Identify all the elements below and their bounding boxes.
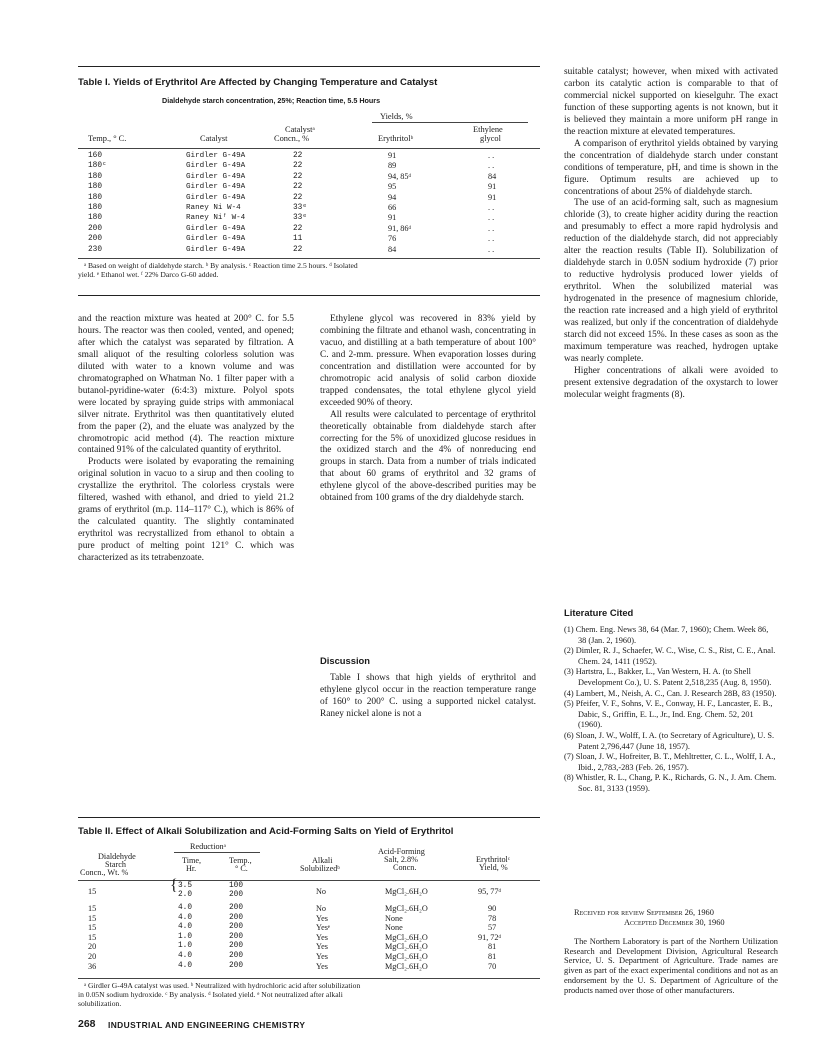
table2-cell: Yesᵉ: [316, 923, 331, 933]
table2-cell: 20: [88, 942, 97, 952]
table2-cell: 1.0: [178, 932, 193, 941]
table1-h-ethylene1: Ethylene: [473, 125, 503, 134]
table1-top-rule: [78, 66, 540, 67]
table2-cell: 200: [229, 932, 244, 941]
table1-cell: 180ᶜ: [88, 162, 107, 171]
reference-item: (5) Pfeifer, V. F., Sohns, V. E., Conway, H. F., Lancaster, E. B., Dabic, S., Griffin, E. L., Jr., Ind. Eng. Chem. 52, 201 (1960).: [564, 699, 773, 730]
t2-r0-conc: 15: [88, 887, 97, 896]
table2-cell: 91, 72ᵈ: [478, 932, 502, 942]
reference-item: (6) Sloan, J. W., Wolff, I. A. (to Secretary of Agriculture), U. S. Patent 2,796,447 (June 18, 1957).: [564, 730, 775, 751]
table1-h-catalyst: Catalyst: [200, 134, 228, 143]
column-3: [564, 67, 778, 402]
table1-row: [88, 203, 540, 213]
table2-cell: 78: [488, 913, 497, 923]
table1-cell: Girdler G-49A: [186, 152, 246, 160]
table1-cell: Girdler G-49A: [186, 183, 246, 192]
table2-cell: MgCl₂.6H₂O: [385, 904, 428, 913]
col3-paragraph-2: A comparison of erythritol yields obtained by varying the concentration of dialdehyde starch under constant conditions of temperature, pH, and time is shown in the figure. Optimum results are achieved up to concentrations of about 25% of dialdehyde starch.: [564, 138, 778, 197]
table1-cell: 91: [388, 213, 397, 223]
table2-row: [78, 914, 540, 924]
table1-cell: . .: [488, 161, 495, 171]
table2-cell: None: [385, 923, 403, 933]
col3-paragraph-4: Higher concentrations of alkali were avoided to present extensive degradation of the oxystarch to lower molecular weight fragments (8).: [564, 365, 778, 400]
table2-h-diald3: Concn., Wt. %: [80, 868, 129, 877]
table2-footnote-1: ᵃ Girdler G-49A catalyst was used. ᵇ Neutralized with hydrochloric acid after solubilization: [84, 981, 361, 990]
table1-subtitle: Dialdehyde starch concentration, 25%; Reaction time, 5.5 Hours: [162, 96, 381, 105]
table2-bottom-rule: [78, 978, 540, 979]
table2-cell: 15: [88, 913, 97, 923]
table2-cell: 90: [488, 904, 497, 913]
table1-row: [88, 182, 540, 192]
table1-cell: 22: [293, 162, 303, 171]
table2-h-alkali2: Solubilizedᵇ: [300, 864, 340, 873]
table1-row: [88, 213, 540, 223]
table1-cell: 22: [293, 245, 303, 254]
table2-h-salt1: Acid-Forming: [378, 847, 425, 856]
references-list: [564, 625, 778, 795]
table2-cell: 200: [229, 961, 244, 970]
table1-cell: Girdler G-49A: [186, 245, 246, 254]
table2-header: [78, 843, 540, 877]
table2-cell: 200: [229, 923, 244, 932]
table2-cell: No: [316, 904, 327, 913]
t2-r0-salt: MgCl₂.6H₂O: [385, 887, 428, 896]
column-1: [78, 314, 294, 565]
table2-cell: 4.0: [178, 951, 193, 960]
table1-yields-header: Yields, %: [380, 112, 413, 121]
table2-row: [78, 904, 540, 914]
table1-cell: 22: [293, 152, 303, 160]
table2-cell: MgCl₂.6H₂O: [385, 932, 428, 942]
table2-cell: 200: [229, 913, 244, 922]
table1-cell: 33ᵉ: [293, 214, 308, 223]
table1-yields-rule: [372, 122, 528, 123]
table1-cell: Raney Ni W-4: [186, 203, 241, 212]
table1-cell: 91, 86ᵈ: [388, 223, 412, 233]
table2-top-rule: [78, 817, 540, 818]
page-number: 268: [78, 1018, 96, 1030]
table1-h-catconc1: Catalystᵃ: [285, 125, 315, 134]
reference-item: (4) Lambert, M., Neish, A. C., Can. J. Research 28B, 83 (1950).: [564, 688, 777, 698]
table1-cell: 180: [88, 183, 103, 192]
table2-cell: 57: [488, 923, 497, 933]
t2-r0-temp-a: 100: [229, 882, 244, 890]
table2-cell: 4.0: [178, 923, 193, 932]
table1-cell: 160: [88, 152, 103, 160]
table2-h-reduction: Reductionᵃ: [190, 842, 226, 851]
table2-footnote-3: solubilization.: [78, 999, 122, 1008]
table1-footnote-2: yield. ᵉ Ethanol wet. ᶠ 22% Darco G-60 added.: [78, 270, 219, 279]
col3-paragraph-1: suitable catalyst; however, when mixed with activated carbon its catalytic action is comparable to that of commercial nickel supported on kieselguhr. The exact function of these supporting agents is not known, but it is believed they maintain a more uniform pH range in the reaction mixture at elevated temperatures.: [564, 67, 778, 137]
table1-header: [88, 124, 540, 146]
table2-cell: 20: [88, 951, 97, 961]
discussion-text-block: [320, 673, 536, 721]
table1-footnote-1: ᵃ Based on weight of dialdehyde starch. ᵇ By analysis. ᶜ Reaction time 2.5 hours. ᵈ Isolated: [84, 261, 358, 270]
journal-name: INDUSTRIAL AND ENGINEERING CHEMISTRY: [108, 1020, 306, 1030]
t2-r0-time-a: 3.5: [178, 882, 193, 890]
accepted-date: Accepted December 30, 1960: [624, 918, 725, 927]
table2-cell: Yes: [316, 951, 328, 961]
table1-cell: 22: [293, 193, 303, 202]
t2-r0-time-b: 2.0: [178, 891, 193, 899]
table2-cell: 15: [88, 932, 97, 942]
table2-h-ery2: Yield, %: [479, 863, 508, 872]
table1-cell: 91: [488, 182, 497, 192]
table1-cell: 84: [388, 244, 397, 254]
table2-header-rule: [78, 880, 540, 881]
table2-cell: None: [385, 913, 403, 923]
table2-row-braced: [78, 877, 540, 904]
table1-row: [88, 161, 540, 171]
table1-cell: 180: [88, 214, 103, 223]
table2-footnote-2: in 0.05N sodium hydroxide. ᶜ By analysis. ᵈ Isolated yield. ᵉ Not neutralized after alkali: [78, 990, 343, 999]
col2-paragraph-2: All results were calculated to percentage of erythritol theoretically obtainable from dialdehyde starch after correcting for the 5% of unoxidized glucose residues in the oxidized starch and the 4% of nonreducing end groups in starch. Data from a number of trials indicated that about 60 grams of erythritol and 32 grams of ethylene glycol of the above-described purities may be obtained from 100 grams of the dry dialdehyde starch.: [320, 409, 536, 504]
table2-h-salt3: Concn.: [393, 863, 417, 872]
table2-cell: 81: [488, 951, 497, 961]
table2-title: Table II. Effect of Alkali Solubilization and Acid-Forming Salts on Yield of Erythritol: [78, 826, 454, 837]
table1-row: [88, 234, 540, 244]
table2-cell: 81: [488, 942, 497, 952]
table2-reduction-rule: [174, 852, 260, 853]
table2-h-time1: Time,: [182, 856, 202, 865]
table2-cell: 200: [229, 951, 244, 960]
table1-header-rule: [78, 148, 540, 149]
table2-cell: 36: [88, 961, 97, 971]
table2-row: [78, 923, 540, 933]
column-2: [320, 314, 536, 505]
col2-paragraph-1: Ethylene glycol was recovered in 83% yield by combining the filtrate and ethanol wash, concentrating in vacuo, and distilling at a bath temperature of about 100° C. and 2-mm. pressure. When evaporation losses during concentration and distillation were accounted for by chromotropic acid analysis of solid carbon dioxide trapped condensates, the total ethylene glycol yield exceeded 90% of theory.: [320, 314, 536, 408]
table1-cell: 94, 85ᵈ: [388, 171, 412, 181]
table2-body: [78, 904, 540, 971]
table1-cell: 22: [293, 224, 303, 233]
discussion-heading: Discussion: [320, 655, 371, 666]
reference-item: (2) Dimler, R. J., Schaefer, W. C., Wise, C. S., Rist, C. E., Anal. Chem. 24, 1411 (1952).: [564, 646, 776, 666]
table1-row: [88, 172, 540, 182]
table1-cell: 230: [88, 245, 103, 254]
table1-cell: . .: [488, 234, 495, 244]
table1-body: [88, 151, 540, 255]
table2-h-temp1: Temp.,: [229, 856, 252, 865]
table1-cell: 22: [293, 183, 303, 192]
table1-cell: . .: [488, 223, 495, 233]
table1-h-ethylene2: glycol: [480, 134, 501, 143]
table2-cell: Yes: [316, 942, 328, 952]
table2-cell: 4.0: [178, 904, 193, 912]
table2-h-alkali1: Alkali: [312, 856, 333, 865]
table1-cell: 66: [388, 202, 397, 212]
table2-cell: 4.0: [178, 961, 193, 970]
discussion-text: Table I shows that high yields of erythritol and ethylene glycol occur in the reaction temperature range of 160° to 200° C. using a supported nickel catalyst. Raney nickel alone is not a: [320, 673, 536, 719]
table2-h-ery1: Erythritolᶜ: [476, 855, 510, 864]
t2-r0-brace: {: [170, 877, 178, 894]
table2-cell: 4.0: [178, 913, 193, 922]
table2-h-salt2: Salt, 2.8%: [384, 855, 418, 864]
reference-item: (8) Whistler, R. L., Chang, P. K., Richards, G. N., J. Am. Chem. Soc. 81, 3133 (1959).: [564, 773, 777, 793]
received-date: Received for review September 26, 1960: [574, 908, 714, 917]
lab-note: The Northern Laboratory is part of the Northern Utilization Research and Development Division, Agricultural Research Service, U. S. Department of Agriculture. Trade names are given as part of the exact experimental conditions and not as an endorsement by the U. S. Department of Agriculture of the products named over those of other manufacturers.: [564, 937, 778, 995]
t2-r0-alkali: No: [316, 887, 327, 896]
table1-cell: . .: [488, 213, 495, 223]
table2-cell: MgCl₂.6H₂O: [385, 961, 428, 971]
table1-cell: 84: [488, 171, 497, 181]
table1-h-temp: Temp., ° C.: [88, 134, 127, 143]
reference-item: (1) Chem. Eng. News 38, 64 (Mar. 7, 1960); Chem. Week 86, 38 (Jan. 2, 1960).: [564, 625, 769, 645]
col3-paragraph-3: The use of an acid-forming salt, such as magnesium chloride (3), to create higher acidity during the reaction and presumably to effect a more rapid hydrolysis and reduction of the dialdehyde starch, did not appreciably alter the reaction results (Table II). Solubilization of dialdehyde starch in 0.05N sodium hydroxide (7) prior to reductive hydrolysis produced lower yields of erythritol. When the solubilized material was hydrogenated in the presence of magnesium chloride, the reaction rate increased and a high yield of erythritol was realized, but only if the concentration of dialdehyde starch did not exceed 15%. In these cases as soon as the maximum temperature was reached, hydrogen uptake was nearly complete.: [564, 198, 778, 364]
table2-cell: MgCl₂.6H₂O: [385, 951, 428, 961]
t2-r0-yield: 95, 77ᵈ: [478, 887, 502, 896]
table1-cell: 200: [88, 235, 103, 244]
table2-cell: Yes: [316, 932, 328, 942]
table1-cell: 11: [293, 235, 303, 244]
table1-h-erythritol: Erythritolᵇ: [378, 134, 414, 143]
table1-h-catconc2: Concn., %: [274, 134, 310, 143]
table1-cell: Girdler G-49A: [186, 172, 246, 181]
table1-cell: . .: [488, 202, 495, 212]
table1-cell: Girdler G-49A: [186, 224, 246, 233]
table2-cell: 70: [488, 961, 497, 971]
table1-cell: 76: [388, 234, 397, 244]
table2-row: [78, 952, 540, 962]
table2-cell: 15: [88, 904, 97, 913]
literature-heading: Literature Cited: [564, 607, 634, 618]
reference-item: (3) Hartstra, L., Bakker, L., Van Western, H. A. (to Shell Development Co.), U. S. Patent 2,518,235 (Aug. 8, 1950).: [564, 667, 772, 687]
table1-cell: Girdler G-49A: [186, 235, 246, 244]
table2-cell: MgCl₂.6H₂O: [385, 942, 428, 952]
table1-title: Table I. Yields of Erythritol Are Affected by Changing Temperature and Catalyst: [78, 77, 438, 88]
table1-cell: . .: [488, 244, 495, 254]
table2-h-time2: Hr.: [186, 864, 197, 873]
table1-cell: 94: [388, 192, 397, 202]
table1-cell: Raney Niᶠ W-4: [186, 214, 246, 223]
table1-row: [88, 224, 540, 234]
table1-row: [88, 193, 540, 203]
table1-cell: 180: [88, 193, 103, 202]
table2-h-temp2: ° C.: [235, 864, 248, 873]
table1-cell: 180: [88, 172, 103, 181]
table1-cell: . .: [488, 151, 495, 160]
table2-cell: 1.0: [178, 942, 193, 951]
table1-cell: 95: [388, 182, 397, 192]
col1-paragraph-2: Products were isolated by evaporating the remaining original solution in vacuo to a sirup and then cooling to crystallize the erythritol. The colorless crystals were filtered, washed with ethanol, and dried to yield 21.2 grams of erythritol (m.p. 114–117° C.), which is 86% of the calculated quantity. The slightly contaminated erythritol was recrystallized from ethanol to obtain a pure product of melting point 121° C. which was characterized as its tetrabenzoate.: [78, 457, 294, 564]
table2-cell: Yes: [316, 913, 328, 923]
table1-cell: 33ᵉ: [293, 203, 308, 212]
col1-paragraph-1: and the reaction mixture was heated at 200° C. for 5.5 hours. The reactor was then cooled, vented, and opened; after which the catalyst was separated by filtration. A small aliquot of the resulting colorless solution was diluted with water to a known volume and was chromatographed on Whatman No. 1 filter paper with a butanol-pyridine-water (6:4:3) mixture. Polyol spots were located by spraying guide strips with ammoniacal silver nitrate. Erythritol was then quantitatively eluted from the paper (2), and the eluate was analyzed by the chromotropic acid method (4). The reaction mixture contained 91% of the calculated quantity of erythritol.: [78, 314, 294, 456]
table1-cell: 89: [388, 161, 397, 171]
reference-item: (7) Sloan, J. W., Hofreiter, B. T., Mehltretter, C. L., Wolff, I. A., Ibid., 2,783,-283 (Feb. 26, 1957).: [564, 752, 776, 772]
table2-h-diald2: Starch: [105, 860, 126, 869]
t2-r0-temp-b: 200: [229, 891, 244, 899]
table1-cell: 91: [488, 192, 497, 202]
table2-cell: 200: [229, 942, 244, 951]
table1-cell: Girdler G-49A: [186, 193, 246, 202]
table2-cell: 15: [88, 923, 97, 933]
table1-cell: 22: [293, 172, 303, 181]
table1-cell: 91: [388, 151, 397, 160]
table1-cell: 200: [88, 224, 103, 233]
table2-row: [78, 962, 540, 972]
table2-cell: 200: [229, 904, 244, 912]
table1-bottom-rule: [78, 258, 540, 259]
table1-row: [88, 151, 540, 161]
table2-cell: Yes: [316, 961, 328, 971]
table2-row: [78, 942, 540, 952]
table1-end-rule: [78, 295, 540, 296]
table1-cell: Girdler G-49A: [186, 162, 246, 171]
table2-h-diald1: Dialdehyde: [98, 852, 136, 861]
table1-row: [88, 245, 540, 255]
table1-cell: 180: [88, 203, 103, 212]
table2-row: [78, 933, 540, 943]
